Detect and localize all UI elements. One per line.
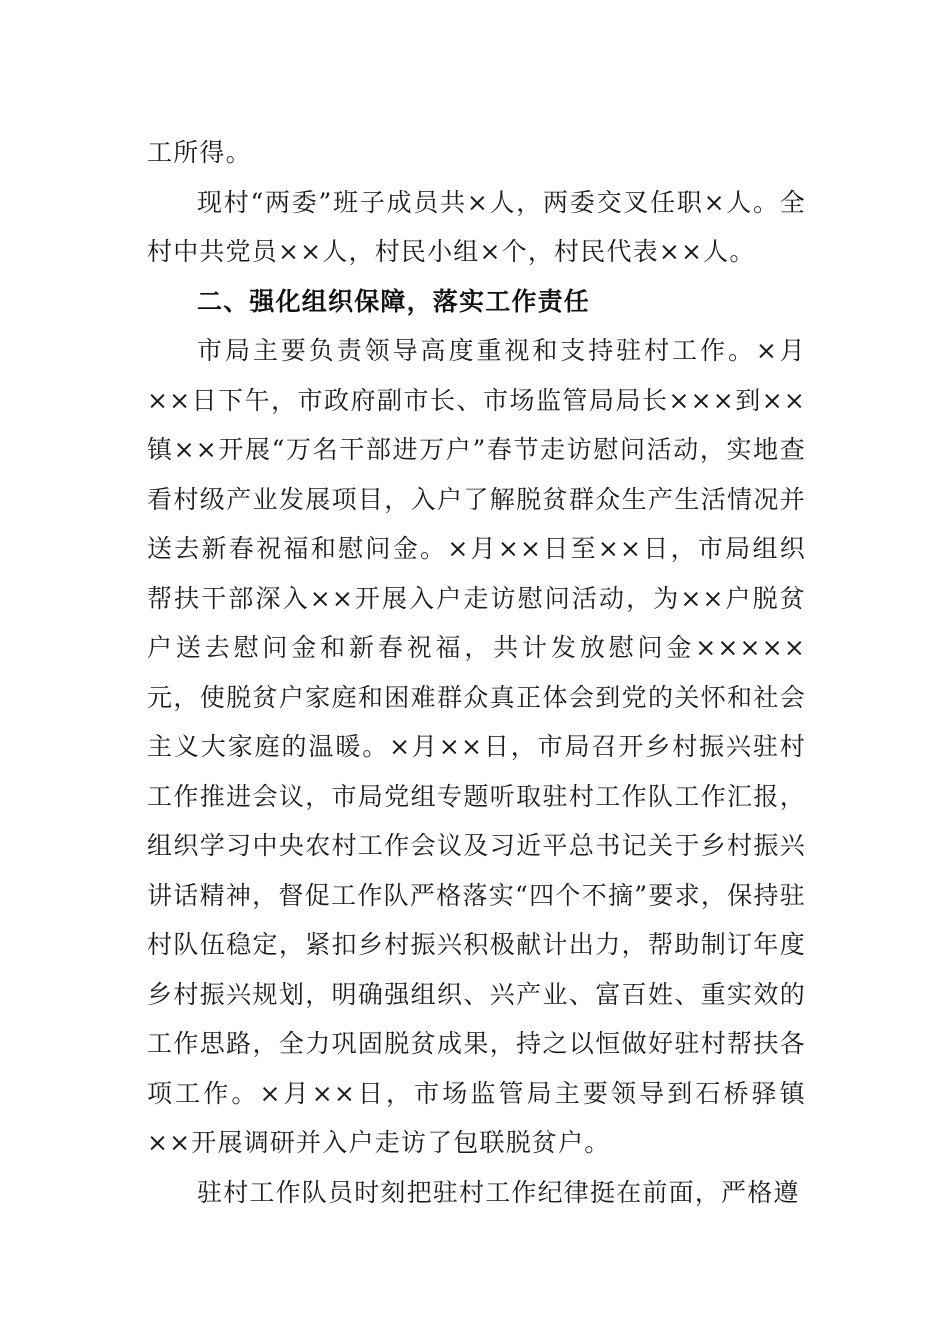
section-heading-organization: 二、强化组织保障，落实工作责任 <box>197 286 591 316</box>
paragraph-leadership-support: 市局主要负责领导高度重视和支持驻村工作。×月××日下午，市政府副市长、市场监管局局长×××到××镇××开展“万名干部进万户”春节走访慰问活动，实地查看村级产业发展项目，入户了解脱贫群众生产生活情况并送去新春祝福和慰问金。×月××日至××日，市局组织帮扶干部深入××开展入户走访慰问活动，为××户脱贫户送去慰问金和新春祝福，共计发放慰问金×××××元，使脱贫户家庭和困难群众真正体会到党的关怀和社会主义大家庭的温暖。×月××日，市局召开乡村振兴驻村工作推进会议，市局党组专题听取驻村工作队工作汇报，组织学习中央农村工作会议及习近平总书记关于乡村振兴讲话精神，督促工作队严格落实“四个不摘”要求，保持驻村队伍稳定，紧扣乡村振兴积极献计出力，帮助制订年度乡村振兴规划，明确强组织、兴产业、富百姓、重实效的工作思路，全力巩固脱贫成果，持之以恒做好驻村帮扶各项工作。×月××日，市场监管局主要领导到石桥驿镇××开展调研并入户走访了包联脱贫户。 <box>147 336 806 1157</box>
document-body <box>147 128 806 1217</box>
paragraph-village-committee: 现村“两委”班子成员共×人，两委交叉任职×人。全村中共党员××人，村民小组×个，村民代表××人。 <box>147 187 806 266</box>
paragraph-continuation: 工所得。 <box>147 138 252 167</box>
paragraph-work-discipline: 驻村工作队员时刻把驻村工作纪律挺在前面，严格遵 <box>197 1177 800 1207</box>
